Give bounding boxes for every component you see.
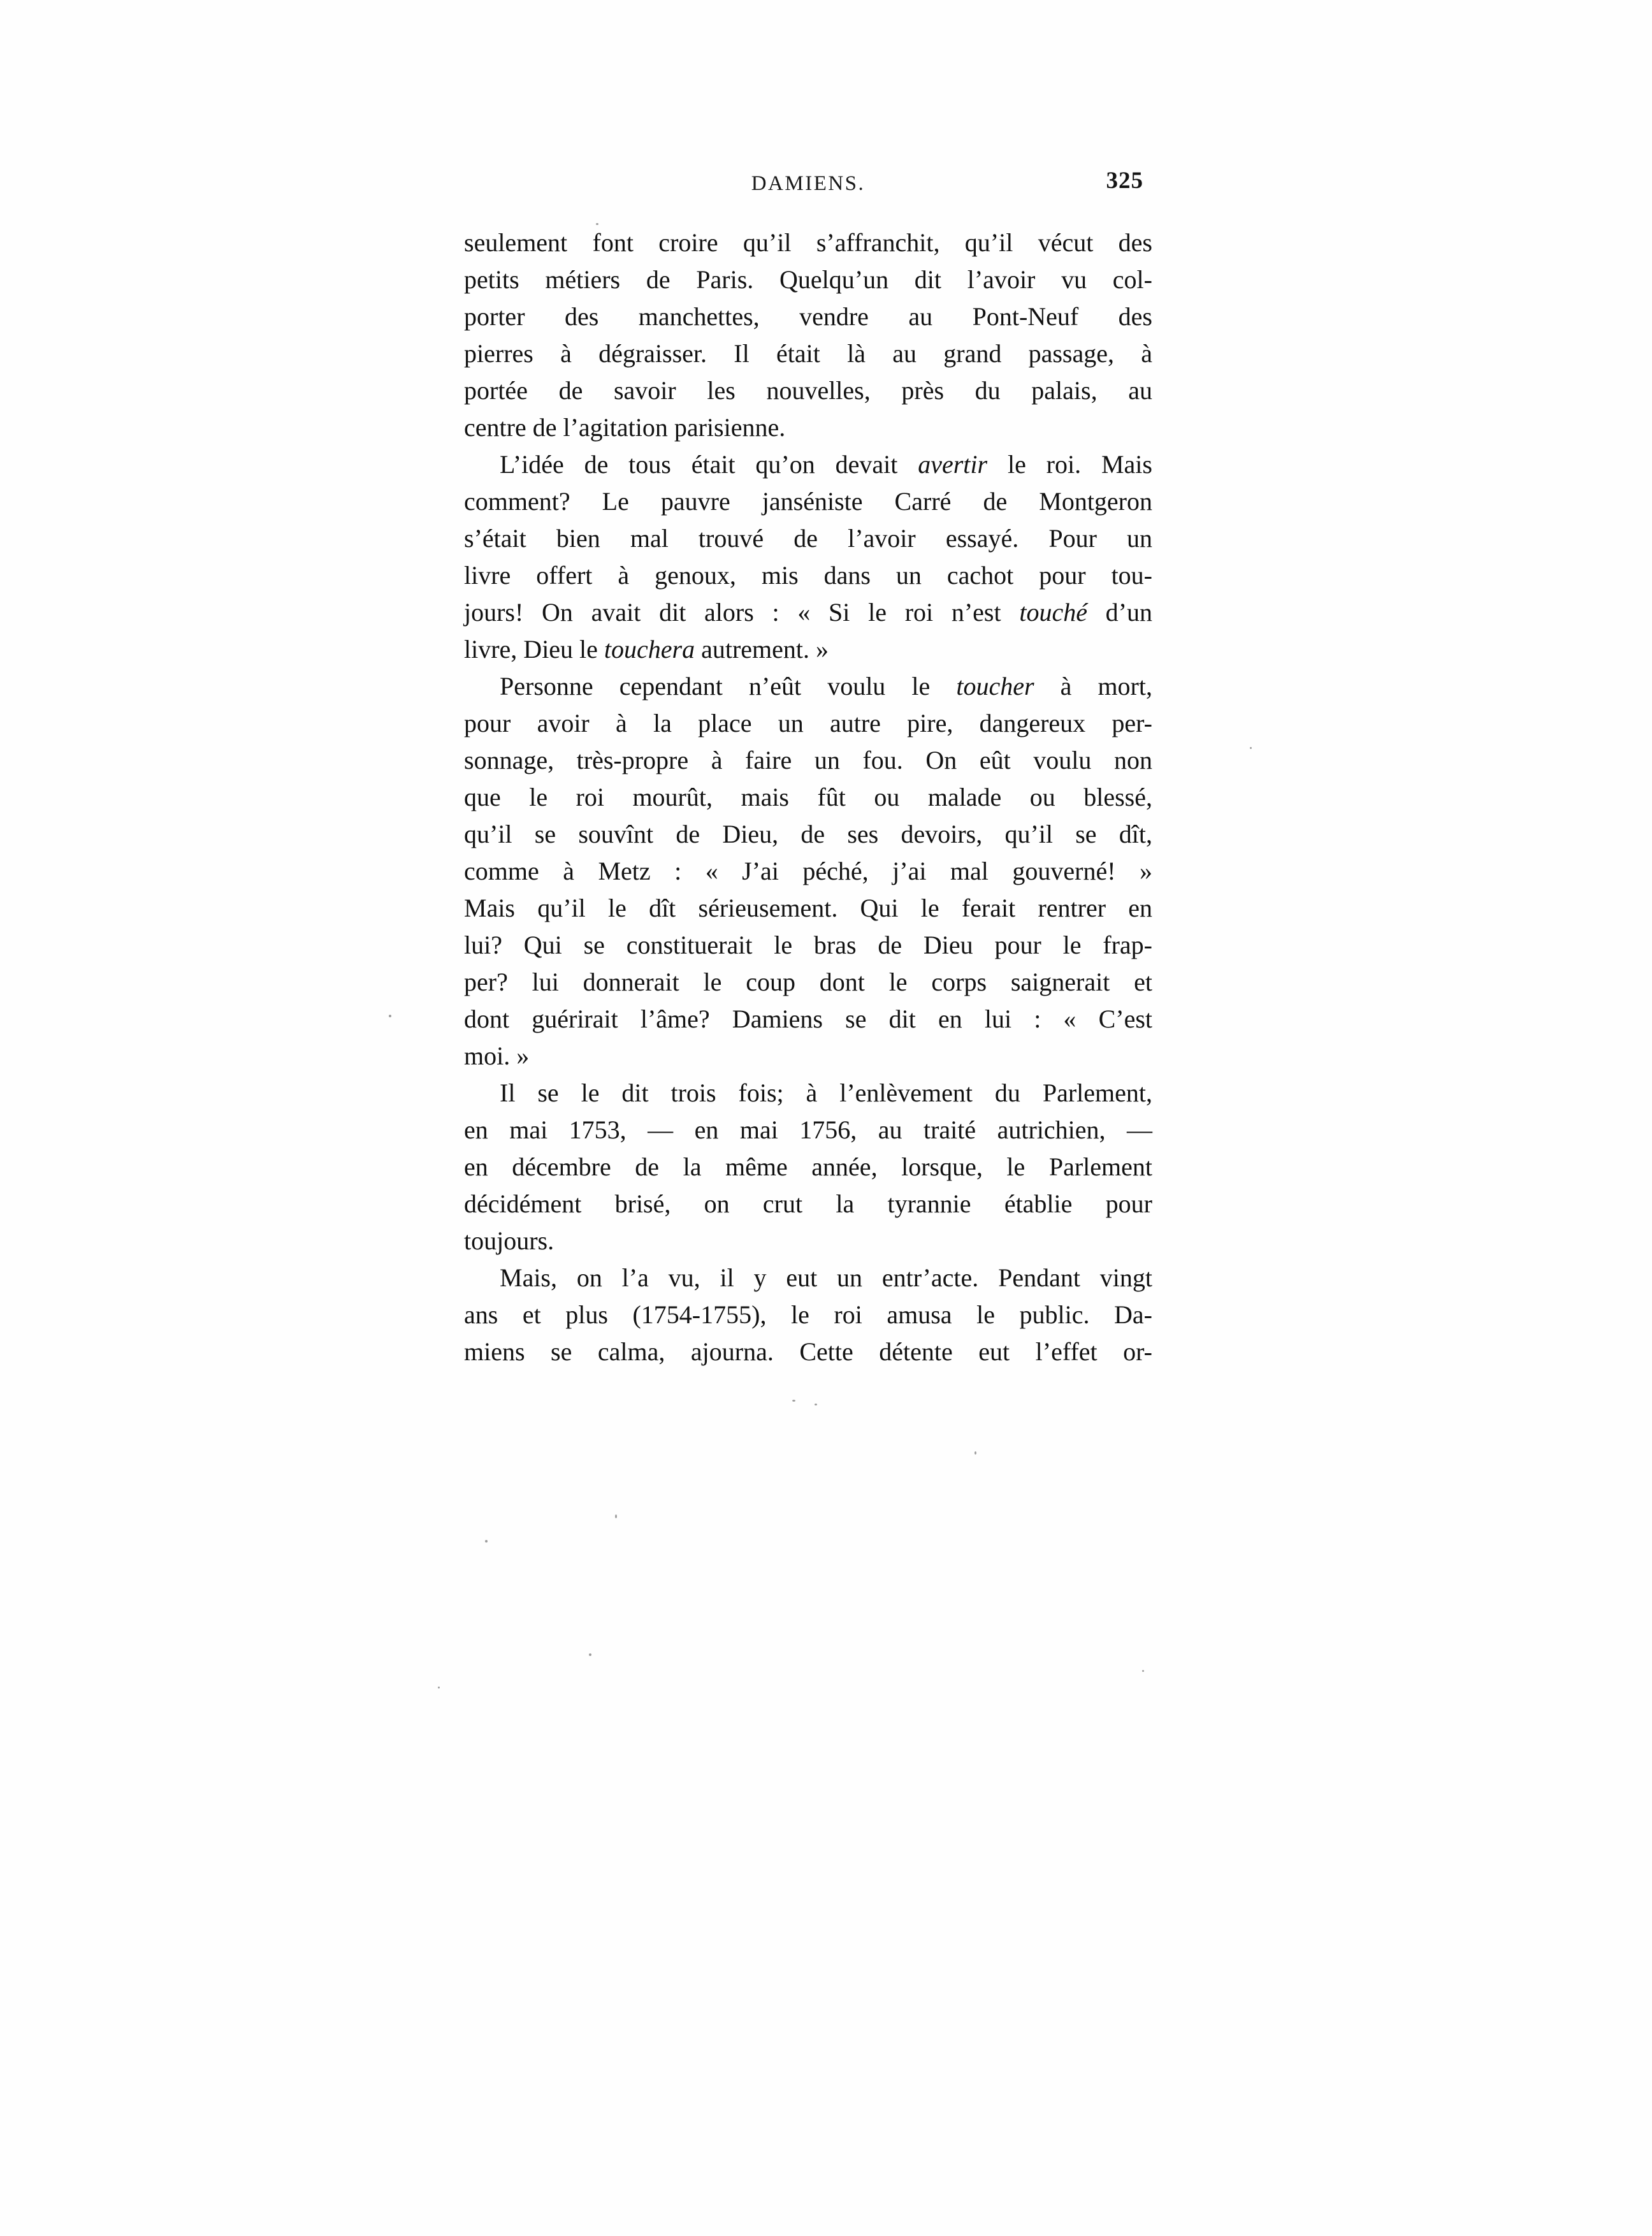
text-segment: qu’il se souvînt de Dieu, de ses devoirs, qu’il se dît,: [464, 820, 1152, 848]
text-line: [464, 742, 1152, 779]
text-line: [464, 1001, 1152, 1038]
text-segment: ans et plus (1754-1755), le roi amusa le public. Da-: [464, 1300, 1152, 1329]
scan-speck: [792, 1400, 795, 1402]
text-segment: centre de l’agitation parisienne.: [464, 413, 786, 442]
text-line: [464, 1223, 1152, 1260]
text-segment: moi. »: [464, 1042, 530, 1070]
text-line: [464, 557, 1152, 594]
text-segment: petits métiers de Paris. Quelqu’un dit l’avoir vu col-: [464, 265, 1152, 294]
text-segment: livre offert à genoux, mis dans un cachot pour tou-: [464, 561, 1152, 590]
text-line: [464, 372, 1152, 409]
text-segment: touché: [1019, 598, 1087, 627]
text-line: [464, 298, 1152, 335]
text-line: [464, 1075, 1152, 1112]
text-block: [464, 224, 1152, 1370]
text-segment: le roi. Mais: [987, 450, 1152, 479]
text-segment: portée de savoir les nouvelles, près du palais, au: [464, 376, 1152, 405]
text-segment: sonnage, très-propre à faire un fou. On eût voulu non: [464, 746, 1152, 774]
text-segment: pour avoir à la place un autre pire, dangereux per-: [464, 709, 1152, 737]
text-line: [464, 409, 1152, 446]
text-segment: comme à Metz : « J’ai péché, j’ai mal gouverné! »: [464, 857, 1152, 885]
text-segment: d’un: [1087, 598, 1152, 627]
text-line: [464, 520, 1152, 557]
text-line: [464, 483, 1152, 520]
text-line: [464, 890, 1152, 927]
text-line: [464, 224, 1152, 261]
text-segment: seulement font croire qu’il s’affranchit, qu’il vécut des: [464, 228, 1152, 257]
text-segment: miens se calma, ajourna. Cette détente eut l’effet or-: [464, 1337, 1152, 1366]
text-line: [464, 631, 1152, 668]
text-segment: L’idée de tous était qu’on devait: [500, 450, 918, 479]
text-segment: Il se le dit trois fois; à l’enlèvement du Parlement,: [500, 1078, 1152, 1107]
text-segment: pierres à dégraisser. Il était là au grand passage, à: [464, 339, 1152, 368]
text-segment: décidément brisé, on crut la tyrannie établie pour: [464, 1189, 1152, 1218]
text-line: [464, 594, 1152, 631]
scan-speck: [1250, 747, 1252, 749]
text-line: [464, 446, 1152, 483]
scan-speck: [615, 1514, 617, 1518]
scan-speck: [596, 223, 598, 225]
text-line: [464, 1186, 1152, 1223]
text-line: [464, 1112, 1152, 1149]
text-segment: que le roi mourût, mais fût ou malade ou blessé,: [464, 783, 1152, 811]
text-segment: livre, Dieu le: [464, 635, 604, 664]
page-header: [464, 168, 1152, 204]
text-segment: à mort,: [1034, 672, 1152, 701]
text-line: [464, 705, 1152, 742]
text-segment: per? lui donnerait le coup dont le corps saignerait et: [464, 968, 1152, 996]
text-segment: touchera: [604, 635, 695, 664]
text-line: [464, 1038, 1152, 1075]
scan-speck: [485, 1540, 488, 1543]
text-segment: jours! On avait dit alors : « Si le roi n’est: [464, 598, 1020, 627]
text-line: [464, 1296, 1152, 1333]
text-segment: toucher: [956, 672, 1034, 701]
scan-speck: [389, 1015, 391, 1017]
text-segment: avertir: [918, 450, 988, 479]
text-segment: toujours.: [464, 1226, 554, 1255]
scan-speck: [1142, 1670, 1144, 1672]
text-line: [464, 927, 1152, 964]
text-segment: Personne cependant n’eût voulu le: [500, 672, 957, 701]
scan-speck: [975, 1451, 976, 1455]
text-line: [464, 779, 1152, 816]
text-segment: lui? Qui se constituerait le bras de Dieu pour le frap-: [464, 931, 1152, 959]
text-line: [464, 1149, 1152, 1186]
text-segment: s’était bien mal trouvé de l’avoir essayé. Pour un: [464, 524, 1152, 553]
text-line: [464, 1333, 1152, 1370]
text-segment: Mais, on l’a vu, il y eut un entr’acte. Pendant vingt: [500, 1263, 1152, 1292]
text-segment: comment? Le pauvre janséniste Carré de Montgeron: [464, 487, 1152, 516]
page-number: 325: [1106, 168, 1143, 194]
text-segment: en mai 1753, — en mai 1756, au traité autrichien, —: [464, 1115, 1152, 1144]
text-line: [464, 1260, 1152, 1296]
text-segment: en décembre de la même année, lorsque, le Parlement: [464, 1152, 1152, 1181]
scan-speck: [815, 1404, 817, 1405]
text-line: [464, 668, 1152, 705]
text-line: [464, 816, 1152, 853]
text-line: [464, 853, 1152, 890]
text-line: [464, 335, 1152, 372]
text-segment: autrement. »: [695, 635, 829, 664]
text-line: [464, 261, 1152, 298]
text-segment: Mais qu’il le dît sérieusement. Qui le ferait rentrer en: [464, 894, 1152, 922]
text-segment: dont guérirait l’âme? Damiens se dit en lui : « C’est: [464, 1005, 1152, 1033]
scan-speck: [589, 1653, 591, 1656]
scan-speck: [438, 1687, 440, 1688]
text-line: [464, 964, 1152, 1001]
running-title: DAMIENS.: [751, 172, 866, 195]
text-segment: porter des manchettes, vendre au Pont-Neuf des: [464, 302, 1152, 331]
